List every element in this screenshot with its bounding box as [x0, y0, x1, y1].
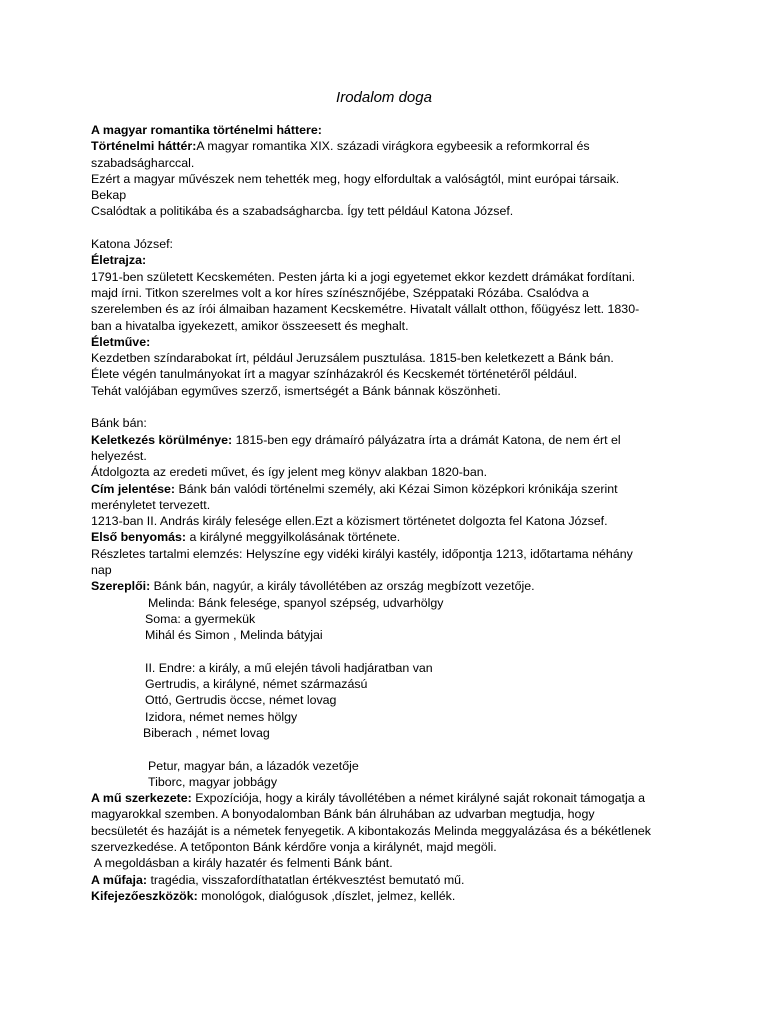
- document-body: [91, 122, 691, 904]
- subheading-eletrajz: Életrajza:: [91, 253, 147, 268]
- paragraph-szerkezet: [91, 790, 691, 806]
- text-line: helyezést.: [91, 448, 147, 463]
- paragraph-hatter: [91, 138, 691, 154]
- label-reszletes: Részletes tartalmi elemzés:: [91, 546, 243, 561]
- label-hatter: Történelmi háttér:: [91, 139, 197, 154]
- section-heading-bank: Bánk bán:: [91, 416, 147, 431]
- text-line: ban a hivatalba igyekezett, amikor összeesett és meghalt.: [91, 318, 409, 333]
- text-kifejezo: monológok, dialógusok ,díszlet, jelmez, kellék.: [197, 888, 456, 903]
- section-heading-katona: Katona József:: [91, 237, 173, 252]
- character-line: Gertrudis, a királyné, német származású: [145, 677, 368, 692]
- text-line: becsületét és hazáját is a németek fenyegetik. A kibontakozás Melinda meggyalázása és a békétlenek: [91, 823, 651, 838]
- text-line: Bekap: [91, 188, 127, 203]
- text-line: Élete végén tanulmányokat írt a magyar színházakról és Kecskemét történetéről például.: [91, 367, 578, 382]
- character-line: Ottó, Gertrudis öccse, német lovag: [145, 693, 337, 708]
- text-line: magyarokkal szemben. A bonyodalomban Bánk bán álruhában az udvarban megtudja, hogy: [91, 807, 595, 822]
- label-kifejezo: Kifejezőeszközök:: [91, 888, 198, 903]
- text-line: 1213-ban II. András király felesége ellen.Ezt a közismert történetet dolgozta fel Katona József.: [91, 514, 608, 529]
- paragraph-kifejezo: [91, 888, 691, 904]
- document-title: Irodalom doga: [336, 89, 432, 106]
- character-line: Izidora, német nemes hölgy: [145, 709, 298, 724]
- text-line: 1791-ben született Kecskeméten. Pesten járta ki a jogi egyetemet ekkor kezdett drámákat fordítani.: [91, 269, 636, 284]
- paragraph-cim: [91, 481, 691, 497]
- text-line: szabadságharccal.: [91, 155, 195, 170]
- label-mufaj: A műfaja:: [91, 872, 147, 887]
- subheading-eletmu: Életműve:: [91, 334, 151, 349]
- character-line: Mihál és Simon , Melinda bátyjai: [145, 628, 323, 643]
- paragraph-szereplok: [91, 578, 691, 594]
- spacer: [91, 220, 691, 236]
- text-hatter: A magyar romantika XIX. századi virágkora egybeesik a reformkorral és: [196, 139, 590, 154]
- character-line: Soma: a gyermekük: [145, 611, 256, 626]
- character-line: Petur, magyar bán, a lázadók vezetője: [148, 758, 359, 773]
- paragraph-mufaj: [91, 872, 691, 888]
- spacer: [91, 644, 691, 660]
- text-cim: Bánk bán valódi történelmi személy, aki Kézai Simon középkori krónikája szerint: [175, 481, 618, 496]
- text-line: Tehát valójában egyműves szerző, ismertségét a Bánk bánnak köszönheti.: [91, 383, 501, 398]
- character-line: Tiborc, magyar jobbágy: [148, 774, 278, 789]
- section-heading-romantika: A magyar romantika történelmi háttere:: [91, 123, 322, 137]
- text-keletkezes: 1815-ben egy drámaíró pályázatra írta a drámát Katona, de nem ért el: [232, 432, 621, 447]
- paragraph-elso: [91, 529, 691, 545]
- character-line: Biberach , német lovag: [143, 725, 270, 740]
- text-szereplok: Bánk bán, nagyúr, a király távollétében az ország megbízott vezetője.: [150, 579, 535, 594]
- character-line: Melinda: Bánk felesége, spanyol szépség, udvarhölgy: [148, 595, 444, 610]
- text-line: szerelemben és az írói álmaiban hazament Kecskemétre. Hivatalt vállalt otthon, főügyész lett. 1830-: [91, 302, 640, 317]
- paragraph-keletkezes: [91, 432, 691, 448]
- character-line: II. Endre: a király, a mű elején távoli hadjáratban van: [145, 660, 433, 675]
- label-elso: Első benyomás:: [91, 530, 187, 545]
- label-keletkezes: Keletkezés körülménye:: [91, 432, 233, 447]
- text-szerkezet: Expozíciója, hogy a király távollétében a német királyné saját rokonait támogatja a: [191, 791, 645, 806]
- text-line: Ezért a magyar művészek nem tehették meg, hogy elfordultak a valóságtól, mint európai társaik.: [91, 171, 620, 186]
- spacer: [91, 399, 691, 415]
- text-line: nap: [91, 563, 112, 578]
- text-line: merényletet tervezett.: [91, 497, 211, 512]
- text-reszletes: Helyszíne egy vidéki királyi kastély, időpontja 1213, időtartama néhány: [242, 546, 633, 561]
- text-line: Kezdetben színdarabokat írt, például Jeruzsálem pusztulása. 1815-ben keletkezett a Bánk bán.: [91, 351, 614, 366]
- label-szerkezet: A mű szerkezete:: [91, 791, 192, 806]
- label-szereplok: Szereplői:: [91, 579, 151, 594]
- text-line: szervezkedése. A tetőponton Bánk kérdőre vonja a királynét, majd megöli.: [91, 840, 497, 855]
- text-line: Átdolgozta az eredeti művet, és így jelent meg könyv alakban 1820-ban.: [91, 465, 488, 480]
- text-line: A megoldásban a király hazatér és felmenti Bánk bánt.: [91, 856, 393, 871]
- spacer: [91, 741, 691, 757]
- text-line: Csalódtak a politikába és a szabadságharcba. Így tett például Katona József.: [91, 204, 514, 219]
- text-line: majd írni. Titkon szerelmes volt a kor híres színésznőjébe, Széppataki Rózába. Csalódva a: [91, 285, 589, 300]
- text-mufaj: tragédia, visszafordíthatatlan értékvesztést bemutató mű.: [147, 872, 465, 887]
- text-elso: a királyné meggyilkolásának története.: [186, 530, 401, 545]
- paragraph-reszletes: [91, 546, 691, 562]
- label-cim: Cím jelentése:: [91, 481, 176, 496]
